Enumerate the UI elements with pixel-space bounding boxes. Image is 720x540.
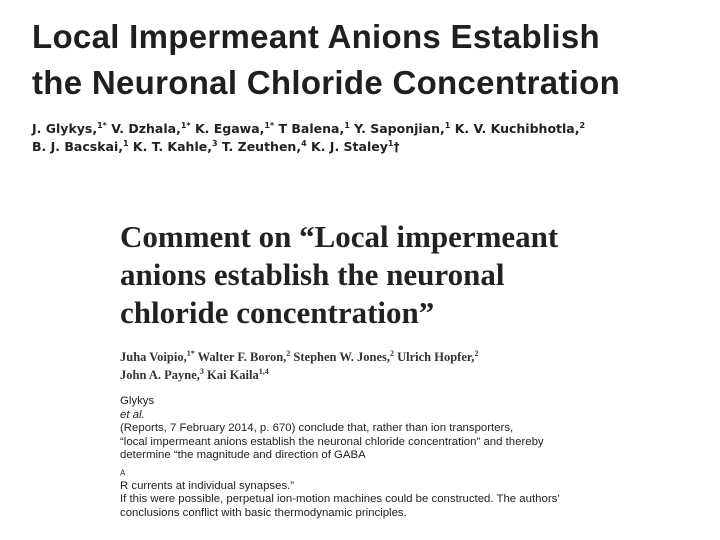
author: B. J. Bacskai,$^1$ bbox=[32, 138, 129, 154]
abstract-line: “local impermeant anions establish the neuronal chloride concentration” and thereby bbox=[120, 435, 544, 448]
abstract-line: determine “the magnitude and direction of GABA $_A$ R currents at individual synapses.” bbox=[120, 449, 366, 492]
title-line: chloride concentration” bbox=[120, 295, 435, 330]
comment-abstract bbox=[120, 395, 710, 521]
abstract-line: conclusions conflict with basic thermodynamic principles. bbox=[120, 507, 407, 520]
title-line: anions establish the neuronal bbox=[120, 257, 505, 292]
original-article-title bbox=[32, 14, 712, 106]
author: Kai Kaila$^{1,4}$ bbox=[207, 366, 269, 382]
author: Walter F. Boron,$^2$ bbox=[197, 348, 291, 364]
author: T Balena,$^1$ bbox=[278, 120, 350, 136]
author: Ulrich Hopfer,$^2$ bbox=[397, 348, 479, 364]
title-line: Local Impermeant Anions Establish bbox=[32, 18, 600, 55]
author-line bbox=[32, 138, 712, 156]
abstract-line: If this were possible, perpetual ion-motion machines could be constructed. The authors’ bbox=[120, 493, 560, 506]
original-article-header bbox=[32, 14, 712, 156]
original-article-authors bbox=[32, 120, 712, 156]
author: J. Glykys,$^{1*}$ bbox=[32, 120, 107, 136]
author: T. Zeuthen,$^4$ bbox=[221, 138, 307, 154]
author: Stephen W. Jones,$^2$ bbox=[293, 348, 394, 364]
author-line bbox=[32, 120, 712, 138]
author-line bbox=[120, 348, 710, 366]
comment-article bbox=[120, 218, 710, 521]
author: V. Dzhala,$^{1*}$ bbox=[111, 120, 191, 136]
author: Juha Voipio,$^{1*}$ bbox=[120, 348, 195, 364]
author: Y. Saponjian,$^1$ bbox=[354, 120, 451, 136]
title-line: Comment on “Local impermeant bbox=[120, 219, 559, 254]
author: K. V. Kuchibhotla,$^2$ bbox=[454, 120, 586, 136]
author: K. J. Staley$^1$† bbox=[311, 138, 400, 154]
dagger-symbol: † bbox=[393, 140, 400, 154]
author: K. Egawa,$^{1*}$ bbox=[194, 120, 275, 136]
comment-title bbox=[120, 218, 710, 332]
abstract-line: Glykys et al. (Reports, 7 February 2014, p. 670) conclude that, rather than ion transporters, bbox=[120, 395, 514, 435]
title-line: the Neuronal Chloride Concentration bbox=[32, 64, 621, 101]
author-line bbox=[120, 366, 710, 384]
author: K. T. Kahle,$^3$ bbox=[132, 138, 218, 154]
author: John A. Payne,$^3$ bbox=[120, 366, 204, 382]
comment-authors bbox=[120, 348, 710, 384]
